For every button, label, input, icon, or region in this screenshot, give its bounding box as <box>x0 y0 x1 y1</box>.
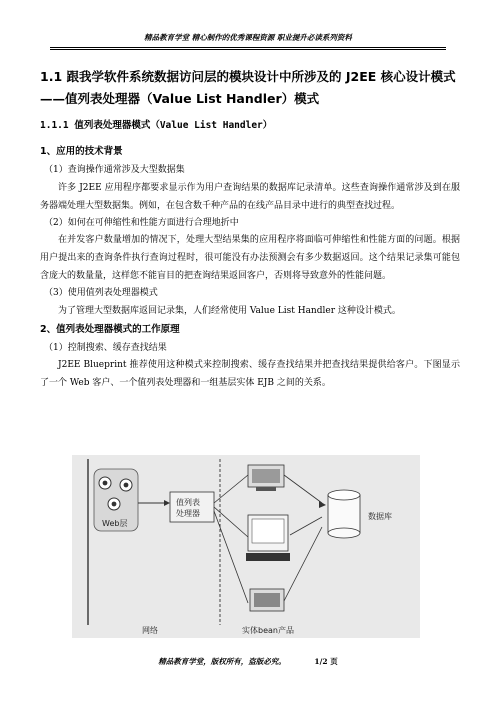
entity-bean-label: 实体bean产品 <box>242 626 294 635</box>
list-item: （3）使用值列表处理器模式 <box>44 288 158 298</box>
handler-label-line1: 值列表 <box>176 498 200 507</box>
paragraph: 许多 J2EE 应用程序都要求显示作为用户查询结果的数据库记录清单。这些查询操作通常涉及到在服务器端处理大型数据集。例如，在包含数千种产品的在线产品目录中进行的典型查找过程。 <box>40 182 460 211</box>
handler-label-line2: 处理器 <box>176 509 200 518</box>
component-icon <box>124 483 129 488</box>
page-number: 1/2 页 <box>314 657 338 666</box>
section-heading-background: 1、应用的技术背景 <box>40 146 123 157</box>
footer-text: 精品教育学堂，版权所有，盗版必究。 <box>158 657 286 666</box>
computer-base <box>256 487 276 491</box>
document-title: 1.1 跟我学软件系统数据访问层的模块设计中所涉及的 J2EE 核心设计模式——值列表处理器（Value List Handler）模式 <box>40 69 456 106</box>
architecture-diagram <box>72 455 420 638</box>
page-footer <box>0 656 496 667</box>
computer-screen <box>254 593 280 607</box>
network-label: 网络 <box>142 626 158 635</box>
document-body <box>40 66 460 392</box>
database-icon <box>328 490 360 538</box>
database-label: 数据库 <box>368 512 392 521</box>
keyboard-icon <box>246 553 290 561</box>
list-item: （1）查询操作通常涉及大型数据集 <box>44 165 185 175</box>
web-tier-label: Web层 <box>102 519 128 528</box>
component-icon <box>103 481 108 486</box>
computer-screen <box>252 469 280 483</box>
section-heading-principle: 2、值列表处理器模式的工作原理 <box>40 323 180 335</box>
list-item: （2）如何在可伸缩性和性能方面进行合理地折中 <box>44 217 239 228</box>
paragraph: 在并发客户数量增加的情况下，处理大型结果集的应用程序将面临可伸缩性和性能方面的问题。根据用户提出来的查询条件执行查询过程时，很可能没有办法预测会有多少数据返回。这个结果记录集可能包含庞大的数量量，这样您不能盲目的把查询结果返回客户，否则将导致意外的性能问题。 <box>40 235 460 281</box>
component-icon <box>112 502 117 507</box>
paragraph: J2EE Blueprint 推荐使用这种模式来控制搜索、缓存查找结果并把查找结果提供给客户。下图显示了一个 Web 客户、一个值列表处理器和一组基层实体 EJB 之间的关系。 <box>40 360 460 388</box>
list-item: （1）控制搜索、缓存查找结果 <box>44 342 167 353</box>
page-header: 精品教育学堂 精心制作的优秀课程资源 职业提升必读系列资料 <box>50 32 446 48</box>
paragraph: 为了管理大型数据库返回记录集，人们经常使用 Value List Handler 这种设计模式。 <box>58 305 401 316</box>
computer-screen <box>252 519 284 543</box>
section-subtitle: 1.1.1 值列表处理器模式（Value List Handler） <box>40 120 273 131</box>
